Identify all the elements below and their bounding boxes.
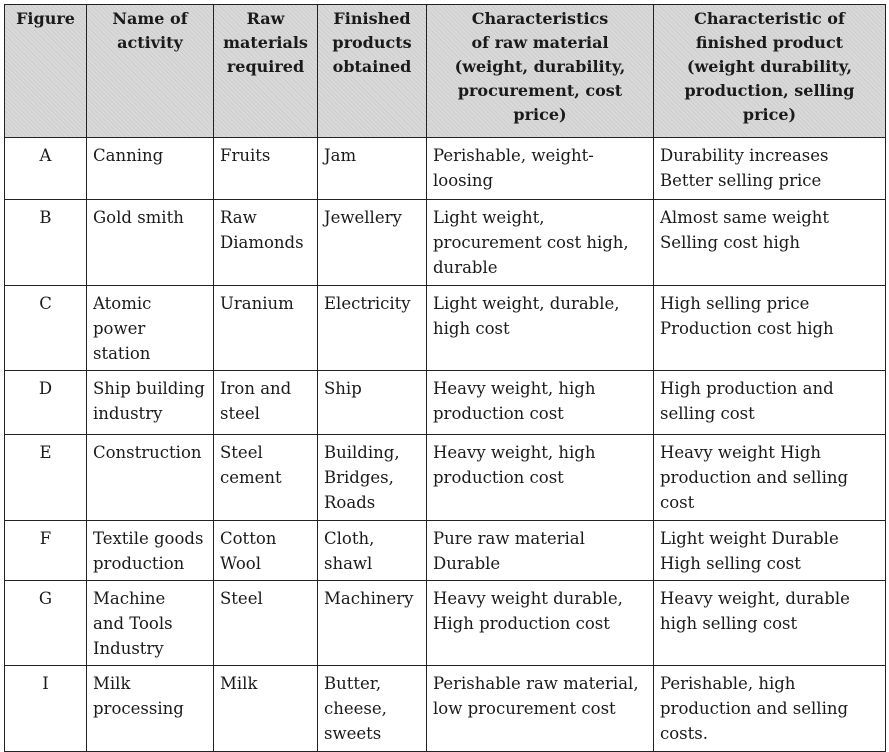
header-line: materials [223,33,308,52]
activity-cell [87,371,214,435]
product-characteristics-header [654,5,886,138]
cell-line: Jam [324,146,357,165]
cell-line: Construction [93,443,202,462]
product-characteristics-cell [654,581,886,666]
cell-line: Ship [324,379,362,398]
header-line: finished product [695,33,844,52]
cell-line: durable [433,258,498,277]
header-line: Raw [246,9,285,28]
cell-line: Steel [220,443,263,462]
figure-cell: D [5,371,87,435]
raw-characteristics-cell [427,666,654,752]
cell-line: selling cost [660,404,755,423]
cell-line: Machine [93,589,166,608]
header-line: Figure [16,9,75,28]
table-row [5,666,886,752]
cell-line: Better selling price [660,171,822,190]
finished-product-cell [318,371,427,435]
cell-line: production cost [433,404,564,423]
raw-characteristics-cell [427,138,654,200]
activity-cell [87,138,214,200]
cell-line: power station [93,319,151,363]
raw-characteristics-cell [427,286,654,371]
cell-line: Perishable, high [660,674,796,693]
cell-line: Ship building [93,379,205,398]
cell-line: cost [660,493,695,512]
cell-line: Durability increases [660,146,829,165]
cell-line: High production and [660,379,834,398]
product-characteristics-cell [654,138,886,200]
cell-line: production and selling [660,468,849,487]
finished-product-cell [318,200,427,286]
cell-line: Gold smith [93,208,184,227]
raw-materials-cell [214,666,318,752]
product-characteristics-cell [654,666,886,752]
cell-line: Heavy weight, high [433,379,596,398]
finished-product-cell [318,435,427,521]
cell-line: Heavy weight High [660,443,821,462]
raw-materials-cell [214,435,318,521]
cell-line: shawl [324,554,373,573]
cell-line: Atomic [93,294,152,313]
finished-product-cell [318,666,427,752]
cell-line: High selling price [660,294,810,313]
cell-line: Light weight, durable, [433,294,620,313]
activity-cell [87,200,214,286]
cell-line: Butter, [324,674,382,693]
cell-line: Steel [220,589,263,608]
figure-cell: F [5,521,87,581]
cell-line: Perishable raw material, [433,674,639,693]
table-row [5,286,886,371]
cell-line: Heavy weight durable, [433,589,623,608]
cell-line: Jewellery [324,208,402,227]
cell-line: Almost same weight [660,208,830,227]
cell-line: high cost [433,319,510,338]
cell-line: Light weight, [433,208,545,227]
finished-product-cell [318,286,427,371]
product-characteristics-cell [654,371,886,435]
figure-cell: I [5,666,87,752]
product-characteristics-cell [654,521,886,581]
figure-cell: E [5,435,87,521]
cell-line: loosing [433,171,494,190]
cell-line: steel [220,404,260,423]
header-row [5,5,886,138]
cell-line: procurement cost high, [433,233,629,252]
raw-materials-cell [214,286,318,371]
cell-line: Electricity [324,294,411,313]
cell-line: Cloth, [324,529,375,548]
table-row [5,581,886,666]
cell-line: Canning [93,146,164,165]
header-line: procurement, cost [457,81,623,100]
cell-line: High selling cost [660,554,801,573]
raw-materials-cell [214,200,318,286]
header-line: required [226,57,305,76]
cell-line: processing [93,699,184,718]
cell-line: industry [93,404,163,423]
cell-line: production and selling [660,699,849,718]
cell-line: Selling cost high [660,233,800,252]
header-line: Name of [112,9,188,28]
cell-line: Uranium [220,294,294,313]
raw-materials-cell [214,581,318,666]
table-row [5,371,886,435]
cell-line: low procurement cost [433,699,616,718]
header-line: Finished [333,9,411,28]
header-line: price) [742,105,797,124]
cell-line: Heavy weight, high [433,443,596,462]
cell-line: Durable [433,554,501,573]
cell-line: Heavy weight, durable [660,589,850,608]
activity-cell [87,435,214,521]
cell-line: cement [220,468,282,487]
activities-table [4,4,886,752]
cell-line: high selling cost [660,614,798,633]
raw-characteristics-cell [427,521,654,581]
raw-characteristics-cell [427,435,654,521]
header-line: (weight durability, [686,57,853,76]
activity-cell [87,521,214,581]
figure-cell: B [5,200,87,286]
table-row [5,435,886,521]
cell-line: Machinery [324,589,414,608]
table-header [5,5,886,138]
cell-line: High production cost [433,614,610,633]
raw-characteristics-cell [427,200,654,286]
header-line: of raw material [471,33,609,52]
header-line: Characteristics [471,9,609,28]
finished-product-cell [318,521,427,581]
cell-line: Light weight Durable [660,529,839,548]
figure-header [5,5,87,138]
raw-characteristics-cell [427,581,654,666]
raw-materials-cell [214,138,318,200]
cell-line: Wool [220,554,261,573]
cell-line: and Tools [93,614,173,633]
cell-line: cheese, [324,699,387,718]
header-line: price) [513,105,567,124]
activity-header [87,5,214,138]
header-line: production, selling [684,81,855,100]
raw-characteristics-cell [427,371,654,435]
activity-cell [87,286,214,371]
cell-line: Production cost high [660,319,834,338]
table-row [5,521,886,581]
cell-line: Bridges, [324,468,394,487]
header-line: activity [117,33,183,52]
cell-line: Building, [324,443,400,462]
cell-line: costs. [660,724,708,743]
raw-materials-cell [214,521,318,581]
table-row [5,138,886,200]
figure-cell: G [5,581,87,666]
activity-cell [87,581,214,666]
cell-line: Cotton [220,529,277,548]
cell-line: Textile goods [93,529,204,548]
raw-materials-header [214,5,318,138]
header-line: (weight, durability, [454,57,626,76]
product-characteristics-cell [654,435,886,521]
table-body [5,138,886,752]
cell-line: Roads [324,493,376,512]
cell-line: Pure raw material [433,529,585,548]
header-line: products [332,33,412,52]
cell-line: sweets [324,724,382,743]
figure-cell: A [5,138,87,200]
cell-line: Fruits [220,146,271,165]
cell-line: Iron and [220,379,292,398]
header-line: Characteristic of [694,9,845,28]
cell-line: Milk [93,674,131,693]
figure-cell: C [5,286,87,371]
raw-materials-cell [214,371,318,435]
product-characteristics-cell [654,200,886,286]
cell-line: production [93,554,185,573]
cell-line: Industry [93,639,164,658]
finished-product-cell [318,138,427,200]
header-line: obtained [332,57,412,76]
cell-line: production cost [433,468,564,487]
cell-line: Diamonds [220,233,304,252]
cell-line: Milk [220,674,258,693]
finished-product-cell [318,581,427,666]
finished-products-header [318,5,427,138]
table-row [5,200,886,286]
product-characteristics-cell [654,286,886,371]
cell-line: Perishable, weight- [433,146,594,165]
raw-characteristics-header [427,5,654,138]
activity-cell [87,666,214,752]
cell-line: Raw [220,208,257,227]
